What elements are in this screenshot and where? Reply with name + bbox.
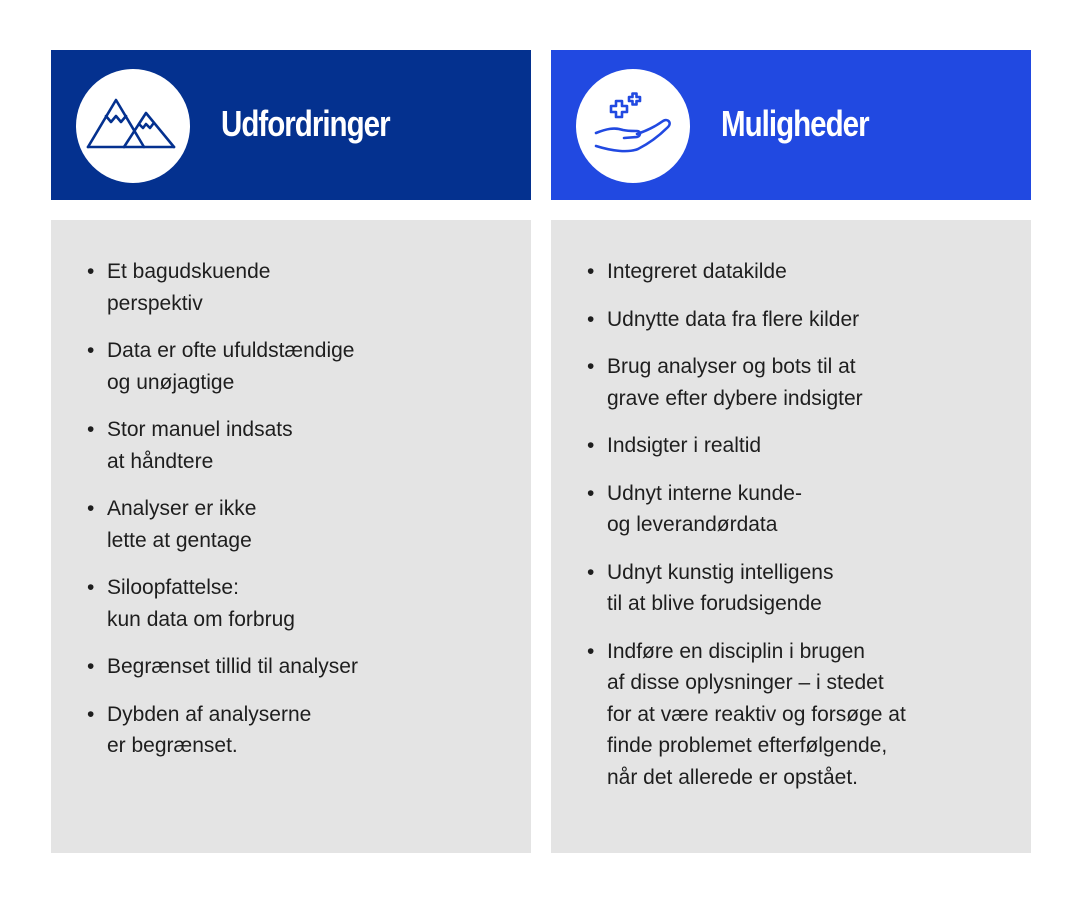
bullet: • (87, 497, 95, 520)
list-item-text: Analyser er ikke lette at gentage (107, 497, 257, 552)
opportunities-column (551, 50, 1031, 789)
list-item (587, 256, 1007, 288)
list-item (87, 572, 507, 635)
bullet: • (87, 339, 95, 362)
list-item-text: Data er ofte ufuldstændige og unøjagtige (107, 339, 355, 394)
list-item-text: Et bagudskuende perspektiv (107, 260, 271, 315)
bullet: • (87, 418, 95, 441)
list-item (87, 699, 507, 762)
list-item (87, 414, 507, 477)
list-item (87, 335, 507, 398)
bullet: • (587, 434, 595, 457)
bullet: • (587, 355, 595, 378)
list-item (587, 430, 1007, 462)
list-item-text: Brug analyser og bots til at grave efter dybere indsigter (607, 355, 863, 410)
bullet: • (587, 481, 595, 505)
list-item (87, 493, 507, 556)
list-item-text: Dybden af analyserne er begrænset. (107, 702, 312, 757)
list-item-text: Integreret datakilde (607, 260, 787, 283)
bullet: • (587, 639, 595, 663)
bullet: • (587, 560, 595, 584)
bullet: • (87, 702, 95, 726)
list-item-text: Begrænset tillid til analyser (107, 655, 358, 678)
list-item-text: Udnyt interne kunde- og leverandørdata (607, 481, 802, 536)
bullet: • (87, 576, 95, 599)
bullet: • (87, 260, 95, 283)
challenges-title: Udfordringer (221, 103, 390, 144)
challenges-list (87, 256, 507, 778)
challenges-header (51, 50, 531, 200)
challenges-icon-circle (76, 69, 190, 183)
opportunities-header (551, 50, 1031, 200)
list-item (87, 651, 507, 683)
list-item (87, 256, 507, 319)
list-item (587, 304, 1007, 336)
list-item-text: Stor manuel indsats at håndtere (107, 418, 293, 473)
mountains-icon (76, 69, 190, 183)
opportunities-panel (551, 220, 1031, 853)
opportunities-list (587, 256, 1007, 809)
list-item (587, 557, 1007, 620)
opportunities-icon-circle (576, 69, 690, 183)
bullet: • (587, 307, 595, 331)
list-item (587, 636, 1007, 794)
list-item-text: Indsigter i realtid (607, 434, 762, 457)
challenges-panel (51, 220, 531, 853)
opportunities-title: Muligheder (721, 103, 869, 144)
list-item-text: Indføre en disciplin i brugen af disse oplysninger – i stedet for at være reaktiv og forsøge at finde problemet efterfølgende, når det allerede er opstået. (607, 639, 906, 789)
list-item (587, 478, 1007, 541)
list-item-text: Udnyt kunstig intelligens til at blive forudsigende (607, 560, 834, 615)
challenges-column (51, 50, 531, 757)
hand-with-plus-icon (576, 69, 690, 183)
list-item-text: Siloopfattelse: kun data om forbrug (107, 576, 295, 631)
bullet: • (87, 655, 95, 678)
list-item-text: Udnytte data fra flere kilder (607, 307, 860, 331)
list-item (587, 351, 1007, 414)
bullet: • (587, 260, 595, 283)
